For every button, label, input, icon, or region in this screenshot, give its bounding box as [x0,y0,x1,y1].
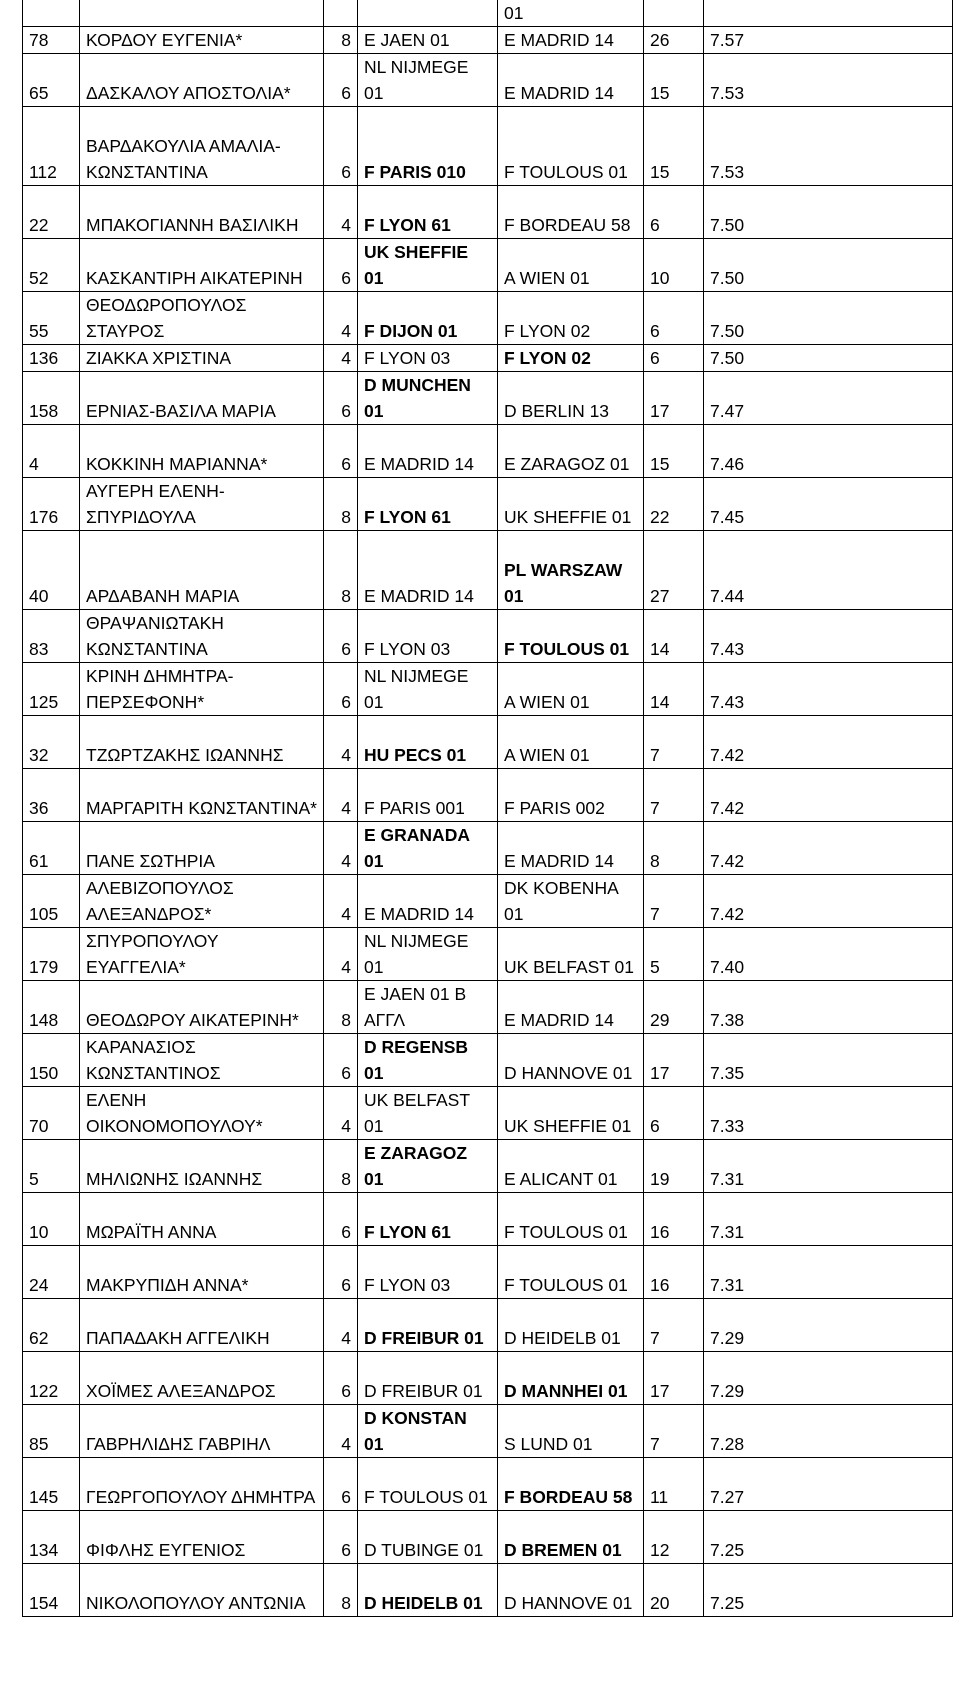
name-cell: ΕΛΕΝΗ ΟΙΚΟΝΟΜΟΠΟΥΛΟΥ* [80,1087,324,1140]
table-row [23,1458,953,1511]
table-row [23,1193,953,1246]
id-cell: 24 [23,1246,80,1299]
table-row [23,928,953,981]
id-cell: 112 [23,107,80,186]
empty-cell [324,0,358,27]
id-cell: 134 [23,1511,80,1564]
semester-cell: 6 [324,1458,358,1511]
id-cell: 148 [23,981,80,1034]
count-cell: 6 [644,186,704,239]
score-cell: 7.42 [704,716,953,769]
university-1-cell: F LYON 61 [358,1193,498,1246]
university-2-cell: E ZARAGOZ 01 [498,425,644,478]
score-cell: 7.50 [704,186,953,239]
name-cell: ΘΡΑΨΑΝΙΩΤΑΚΗ ΚΩΝΣΤΑΝΤΙΝΑ [80,610,324,663]
name-cell: ΚΡΙΝΗ ΔΗΜΗΤΡΑ-ΠΕΡΣΕΦΟΝΗ* [80,663,324,716]
score-cell: 7.50 [704,292,953,345]
id-cell: 158 [23,372,80,425]
id-cell: 136 [23,345,80,372]
score-cell: 7.50 [704,239,953,292]
count-cell: 10 [644,239,704,292]
id-cell: 125 [23,663,80,716]
university-2-cell: F PARIS 002 [498,769,644,822]
table-row [23,107,953,186]
count-cell: 5 [644,928,704,981]
count-cell: 15 [644,54,704,107]
university-2-cell: E MADRID 14 [498,822,644,875]
university-1-cell: D REGENSB 01 [358,1034,498,1087]
empty-cell [704,0,953,27]
table-row [23,769,953,822]
semester-cell: 8 [324,981,358,1034]
university-2-cell: D HANNOVE 01 [498,1034,644,1087]
name-cell: ΜΩΡΑΪΤΗ ΑΝΝΑ [80,1193,324,1246]
count-cell: 15 [644,425,704,478]
semester-cell: 6 [324,372,358,425]
count-cell: 17 [644,1352,704,1405]
id-cell: 5 [23,1140,80,1193]
semester-cell: 8 [324,27,358,54]
id-cell: 36 [23,769,80,822]
semester-cell: 6 [324,610,358,663]
university-2-cell: DK KOBENHA 01 [498,875,644,928]
university-2-cell: F TOULOUS 01 [498,107,644,186]
name-cell: ΚΑΣΚΑΝΤΙΡΗ ΑΙΚΑΤΕΡΙΝΗ [80,239,324,292]
university-1-cell: E JAEN 01 [358,27,498,54]
semester-cell: 4 [324,928,358,981]
name-cell: ΜΠΑΚΟΓΙΑΝΝΗ ΒΑΣΙΛΙΚΗ [80,186,324,239]
score-cell: 7.47 [704,372,953,425]
table-row [23,1511,953,1564]
semester-cell: 4 [324,186,358,239]
table-row [23,1140,953,1193]
name-cell: ΜΑΚΡΥΠΙΔΗ ΑΝΝΑ* [80,1246,324,1299]
score-cell: 7.40 [704,928,953,981]
university-2-cell: UK SHEFFIE 01 [498,1087,644,1140]
semester-cell: 6 [324,107,358,186]
table-row [23,1246,953,1299]
university-2-cell: E MADRID 14 [498,54,644,107]
university-2-cell: UK BELFAST 01 [498,928,644,981]
id-cell: 145 [23,1458,80,1511]
table-row [23,478,953,531]
semester-cell: 8 [324,1564,358,1617]
name-cell: ΦΙΦΛΗΣ ΕΥΓΕΝΙΟΣ [80,1511,324,1564]
score-cell: 7.53 [704,107,953,186]
table-row [23,239,953,292]
id-cell: 62 [23,1299,80,1352]
count-cell: 7 [644,1299,704,1352]
semester-cell: 6 [324,1034,358,1087]
score-cell: 7.31 [704,1246,953,1299]
semester-cell: 6 [324,663,358,716]
count-cell: 19 [644,1140,704,1193]
count-cell: 16 [644,1246,704,1299]
university-1-cell: NL NIJMEGE 01 [358,928,498,981]
semester-cell: 4 [324,292,358,345]
university-1-cell: UK BELFAST 01 [358,1087,498,1140]
semester-cell: 4 [324,345,358,372]
count-cell: 15 [644,107,704,186]
score-cell: 7.53 [704,54,953,107]
university-1-cell: NL NIJMEGE 01 [358,663,498,716]
university-2-cell: D BERLIN 13 [498,372,644,425]
semester-cell: 6 [324,54,358,107]
count-cell: 26 [644,27,704,54]
university-1-cell: D FREIBUR 01 [358,1352,498,1405]
count-cell: 7 [644,875,704,928]
university-1-cell: E GRANADA 01 [358,822,498,875]
semester-cell: 6 [324,1511,358,1564]
university-1-cell: E MADRID 14 [358,531,498,610]
university-2-cell: F TOULOUS 01 [498,1246,644,1299]
table-row [23,372,953,425]
semester-cell: 4 [324,1405,358,1458]
name-cell: ΕΡΝΙΑΣ-ΒΑΣΙΛΑ ΜΑΡΙΑ [80,372,324,425]
count-cell: 12 [644,1511,704,1564]
id-cell: 122 [23,1352,80,1405]
id-cell: 154 [23,1564,80,1617]
semester-cell: 8 [324,531,358,610]
id-cell: 61 [23,822,80,875]
university-1-cell: E JAEN 01 B ΑΓΓΛ [358,981,498,1034]
count-cell: 22 [644,478,704,531]
university-2-cell: F BORDEAU 58 [498,186,644,239]
table-row [23,27,953,54]
score-cell: 7.42 [704,822,953,875]
name-cell: ΑΛΕΒΙΖΟΠΟΥΛΟΣ ΑΛΕΞΑΝΔΡΟΣ* [80,875,324,928]
id-cell: 83 [23,610,80,663]
name-cell: ΒΑΡΔΑΚΟΥΛΙΑ ΑΜΑΛΙΑ-ΚΩΝΣΤΑΝΤΙΝΑ [80,107,324,186]
empty-cell [80,0,324,27]
semester-cell: 4 [324,1299,358,1352]
name-cell: ΠΑΝΕ ΣΩΤΗΡΙΑ [80,822,324,875]
score-cell: 7.29 [704,1299,953,1352]
university-1-cell: E MADRID 14 [358,425,498,478]
score-cell: 7.25 [704,1511,953,1564]
university-2-cell: PL WARSZAW 01 [498,531,644,610]
score-cell: 7.25 [704,1564,953,1617]
id-cell: 85 [23,1405,80,1458]
name-cell: ΔΑΣΚΑΛΟΥ ΑΠΟΣΤΟΛΙΑ* [80,54,324,107]
table-row [23,186,953,239]
count-cell: 6 [644,1087,704,1140]
university-1-cell: F LYON 03 [358,345,498,372]
name-cell: ΜΑΡΓΑΡΙΤΗ ΚΩΝΣΤΑΝΤΙΝΑ* [80,769,324,822]
university-1-cell: D TUBINGE 01 [358,1511,498,1564]
table-row [23,54,953,107]
name-cell: ΘΕΟΔΩΡΟΥ ΑΙΚΑΤΕΡΙΝΗ* [80,981,324,1034]
name-cell: ΓΑΒΡΗΛΙΔΗΣ ΓΑΒΡΙΗΛ [80,1405,324,1458]
count-cell: 20 [644,1564,704,1617]
count-cell: 7 [644,769,704,822]
table-row [23,345,953,372]
count-cell: 6 [644,345,704,372]
table-row [23,822,953,875]
id-cell: 52 [23,239,80,292]
id-cell: 22 [23,186,80,239]
university-2-cell: S LUND 01 [498,1405,644,1458]
university-2-cell: F TOULOUS 01 [498,1193,644,1246]
empty-cell [358,0,498,27]
university-2-cell: F BORDEAU 58 [498,1458,644,1511]
semester-cell: 6 [324,239,358,292]
score-cell: 7.33 [704,1087,953,1140]
score-cell: 7.43 [704,610,953,663]
table-row [23,1405,953,1458]
name-cell: ΤΖΩΡΤΖΑΚΗΣ ΙΩΑΝΝΗΣ [80,716,324,769]
id-cell: 40 [23,531,80,610]
semester-cell: 8 [324,1140,358,1193]
score-cell: 7.44 [704,531,953,610]
semester-cell: 8 [324,478,358,531]
id-cell: 10 [23,1193,80,1246]
score-cell: 7.31 [704,1140,953,1193]
count-cell: 17 [644,1034,704,1087]
university-1-cell: F PARIS 001 [358,769,498,822]
name-cell: ΖΙΑΚΚΑ ΧΡΙΣΤΙΝΑ [80,345,324,372]
university-1-cell: D KONSTAN 01 [358,1405,498,1458]
university-1-cell: F LYON 61 [358,478,498,531]
university-2-cell: F LYON 02 [498,345,644,372]
table-row [23,716,953,769]
score-cell: 7.27 [704,1458,953,1511]
semester-cell: 6 [324,425,358,478]
score-cell: 7.35 [704,1034,953,1087]
semester-cell: 4 [324,1087,358,1140]
university-2-cell: D HANNOVE 01 [498,1564,644,1617]
table-row [23,875,953,928]
semester-cell: 4 [324,769,358,822]
name-cell: ΓΕΩΡΓΟΠΟΥΛΟΥ ΔΗΜΗΤΡΑ [80,1458,324,1511]
name-cell: ΠΑΠΑΔΑΚΗ ΑΓΓΕΛΙΚΗ [80,1299,324,1352]
university-1-cell: F LYON 61 [358,186,498,239]
university-1-cell: E MADRID 14 [358,875,498,928]
table-row-fragment [23,0,953,27]
count-cell: 29 [644,981,704,1034]
name-cell: ΝΙΚΟΛΟΠΟΥΛΟΥ ΑΝΤΩΝΙΑ [80,1564,324,1617]
university-1-cell: D HEIDELB 01 [358,1564,498,1617]
university-1-cell: F TOULOUS 01 [358,1458,498,1511]
university-1-cell: UK SHEFFIE 01 [358,239,498,292]
table-row [23,292,953,345]
university-2-cell: E ALICANT 01 [498,1140,644,1193]
university-1-cell: F LYON 03 [358,610,498,663]
university-1-cell: E ZARAGOZ 01 [358,1140,498,1193]
count-cell: 6 [644,292,704,345]
count-cell: 7 [644,1405,704,1458]
university-2-cell: F TOULOUS 01 [498,610,644,663]
id-cell: 179 [23,928,80,981]
table-row [23,1299,953,1352]
id-cell: 176 [23,478,80,531]
university-2-cell: A WIEN 01 [498,239,644,292]
top-fragment-cell: 01 [498,0,644,27]
semester-cell: 6 [324,1352,358,1405]
university-1-cell: F PARIS 010 [358,107,498,186]
university-2-cell: D MANNHEI 01 [498,1352,644,1405]
name-cell: ΚΟΚΚΙΝΗ ΜΑΡΙΑΝΝΑ* [80,425,324,478]
empty-cell [23,0,80,27]
count-cell: 16 [644,1193,704,1246]
university-1-cell: F DIJON 01 [358,292,498,345]
name-cell: ΑΡΔΑΒΑΝΗ ΜΑΡΙΑ [80,531,324,610]
id-cell: 32 [23,716,80,769]
semester-cell: 4 [324,716,358,769]
id-cell: 70 [23,1087,80,1140]
university-1-cell: D FREIBUR 01 [358,1299,498,1352]
count-cell: 14 [644,610,704,663]
count-cell: 17 [644,372,704,425]
score-cell: 7.42 [704,875,953,928]
university-1-cell: F LYON 03 [358,1246,498,1299]
table-row [23,663,953,716]
count-cell: 8 [644,822,704,875]
name-cell: ΣΠΥΡΟΠΟΥΛΟΥ ΕΥΑΓΓΕΛΙΑ* [80,928,324,981]
table-row [23,610,953,663]
table-row [23,425,953,478]
id-cell: 78 [23,27,80,54]
university-2-cell: D BREMEN 01 [498,1511,644,1564]
name-cell: ΚΟΡΔΟΥ ΕΥΓΕΝΙΑ* [80,27,324,54]
name-cell: ΧΟΪΜΕΣ ΑΛΕΞΑΝΔΡΟΣ [80,1352,324,1405]
table-row [23,1034,953,1087]
score-cell: 7.50 [704,345,953,372]
semester-cell: 6 [324,1193,358,1246]
count-cell: 14 [644,663,704,716]
name-cell: ΘΕΟΔΩΡΟΠΟΥΛΟΣ ΣΤΑΥΡΟΣ [80,292,324,345]
name-cell: ΑΥΓΕΡΗ ΕΛΕΝΗ-ΣΠΥΡΙΔΟΥΛΑ [80,478,324,531]
university-2-cell: A WIEN 01 [498,716,644,769]
university-1-cell: D MUNCHEN 01 [358,372,498,425]
university-2-cell: E MADRID 14 [498,981,644,1034]
score-cell: 7.29 [704,1352,953,1405]
university-1-cell: HU PECS 01 [358,716,498,769]
university-2-cell: A WIEN 01 [498,663,644,716]
score-cell: 7.57 [704,27,953,54]
count-cell: 27 [644,531,704,610]
id-cell: 65 [23,54,80,107]
name-cell: ΜΗΛΙΩΝΗΣ ΙΩΑΝΝΗΣ [80,1140,324,1193]
semester-cell: 4 [324,875,358,928]
table-row [23,531,953,610]
semester-cell: 4 [324,822,358,875]
id-cell: 4 [23,425,80,478]
id-cell: 55 [23,292,80,345]
score-cell: 7.42 [704,769,953,822]
id-cell: 150 [23,1034,80,1087]
score-cell: 7.43 [704,663,953,716]
ranking-table [22,0,953,1617]
score-cell: 7.45 [704,478,953,531]
table-row [23,1564,953,1617]
university-2-cell: D HEIDELB 01 [498,1299,644,1352]
university-2-cell: E MADRID 14 [498,27,644,54]
semester-cell: 6 [324,1246,358,1299]
table-row [23,1087,953,1140]
count-cell: 7 [644,716,704,769]
score-cell: 7.38 [704,981,953,1034]
university-2-cell: UK SHEFFIE 01 [498,478,644,531]
empty-cell [644,0,704,27]
count-cell: 11 [644,1458,704,1511]
id-cell: 105 [23,875,80,928]
score-cell: 7.46 [704,425,953,478]
score-cell: 7.31 [704,1193,953,1246]
table-row [23,981,953,1034]
name-cell: ΚΑΡΑΝΑΣΙΟΣ ΚΩΝΣΤΑΝΤΙΝΟΣ [80,1034,324,1087]
score-cell: 7.28 [704,1405,953,1458]
university-2-cell: F LYON 02 [498,292,644,345]
table-row [23,1352,953,1405]
university-1-cell: NL NIJMEGE 01 [358,54,498,107]
